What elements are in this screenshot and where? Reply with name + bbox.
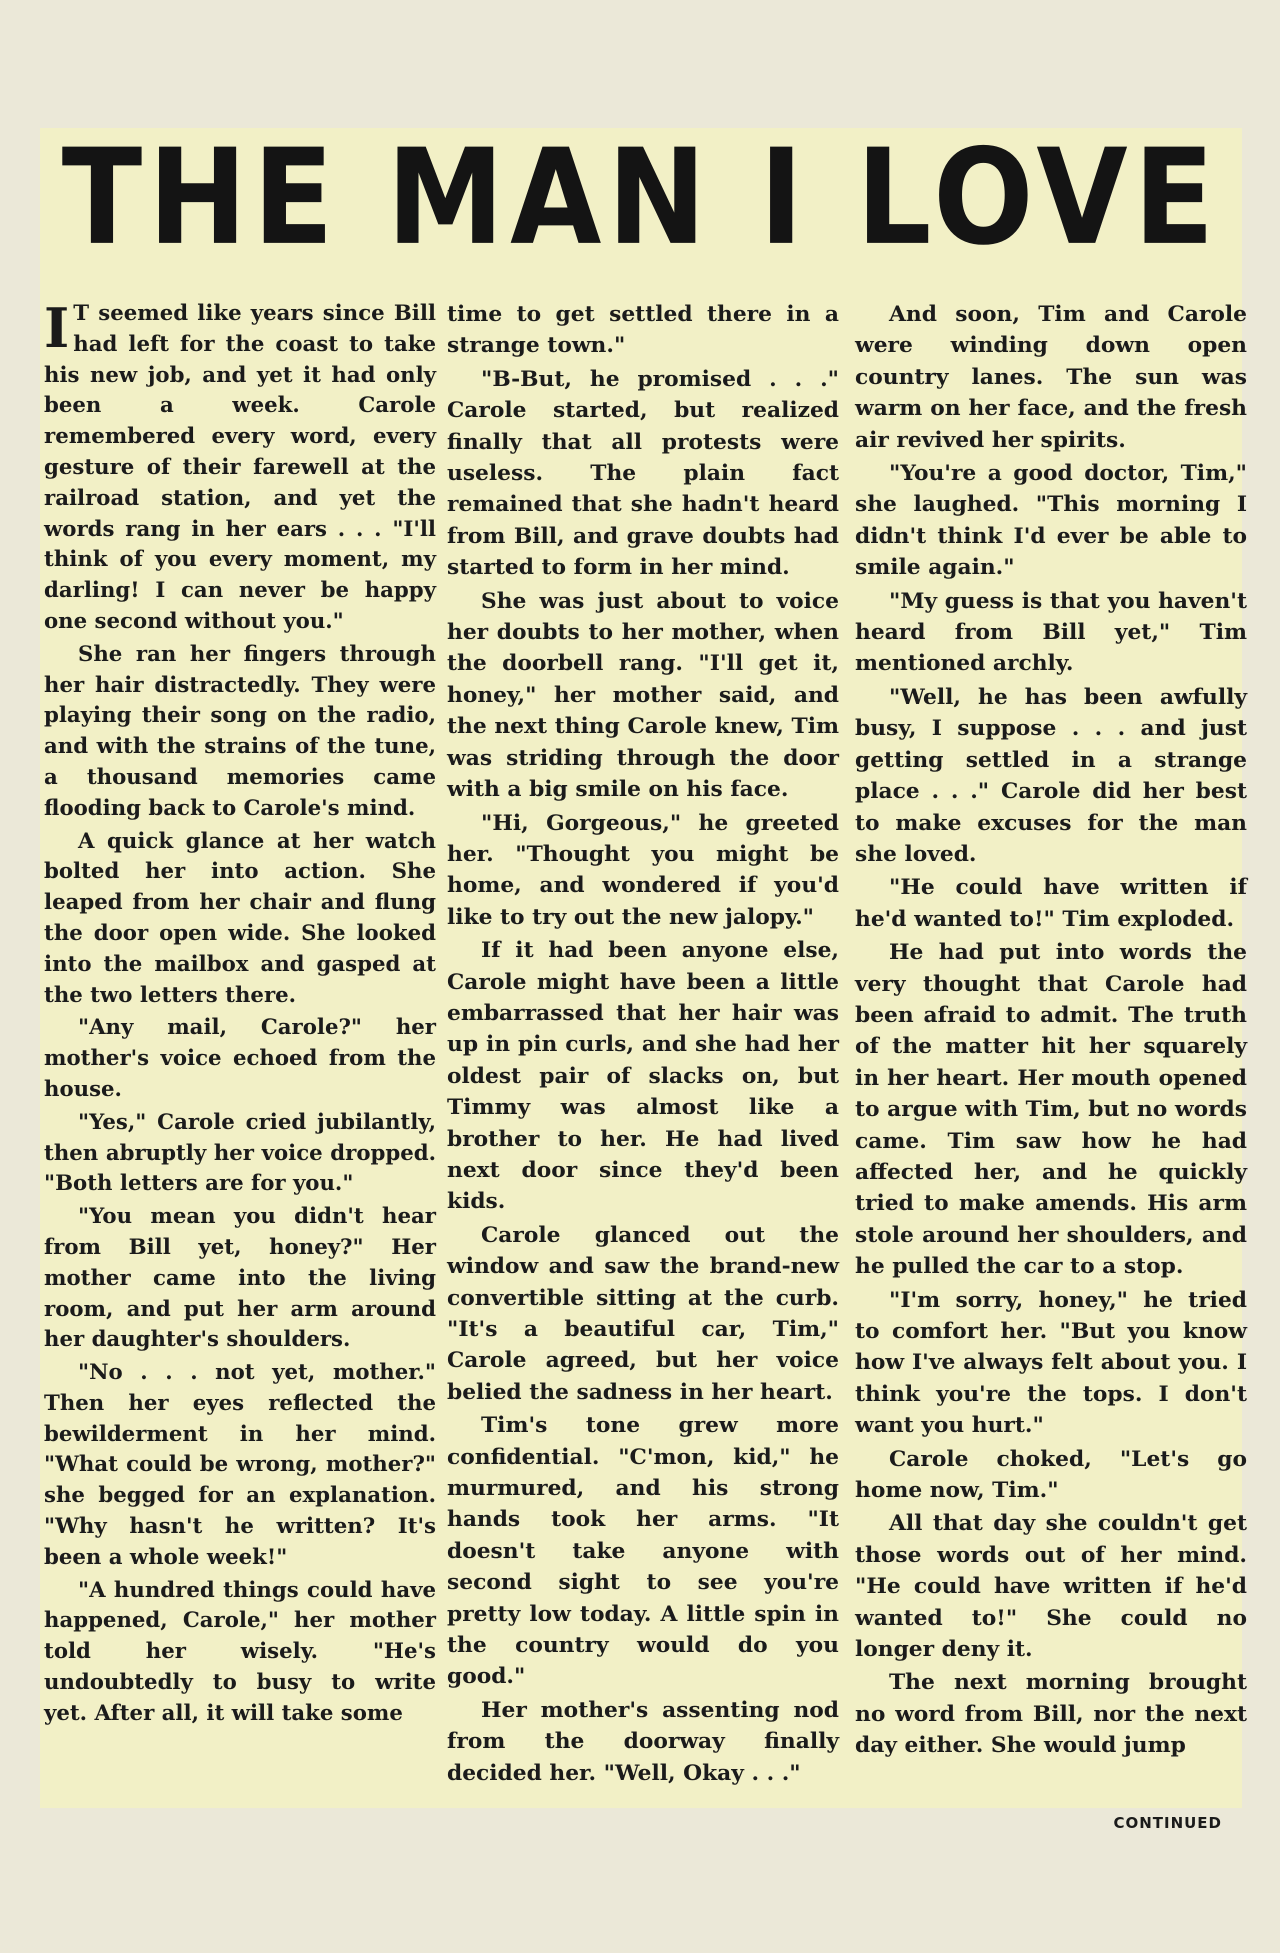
paragraph: Carole choked, "Let's go home now, Tim." (855, 1446, 1247, 1504)
paragraph-text: T seemed like years since Bill had left for the coast to take his new job, and yet it had only been a week. Carole remembered every word, every gesture of their farewell at the railroad station, and yet the words rang in her ears . . . "I'll think of you every moment, my darling! I can never be happy one second without you." (44, 301, 436, 634)
paragraph: "B-But, he promised . . ." Carole started, but realized finally that all protests were useless. The plain fact remained that she hadn't heard from Bill, and grave doubts had started to form in her mind. (447, 366, 839, 581)
paragraph: He had put into words the very thought that Carole had been afraid to admit. The truth of the matter hit her squarely in her heart. Her mouth opened to argue with Tim, but no words came. Tim saw how he had affected her, and he quickly tried to make amends. His arm stole around her shoulders, and he pulled the car to a stop. (855, 940, 1247, 1280)
paragraph: "You're a good doctor, Tim," she laughed. "This morning I didn't think I'd ever be able to smile again." (855, 461, 1247, 581)
text-column-1 (44, 296, 436, 1730)
paragraph: "Hi, Gorgeous," he greeted her. "Thought you might be home, and wondered if you'd like to try out the new jalopy." (447, 810, 839, 930)
paragraph: A quick glance at her watch bolted her into action. She leaped from her chair and flung the door open wide. She looked into the mailbox and gasped at the two letters there. (44, 828, 436, 1008)
paragraph: Carole glanced out the window and saw the brand-new convertible sitting at the curb. "It's a beautiful car, Tim," Carole agreed, but her voice belied the sadness in her heart. (447, 1222, 839, 1405)
paragraph: "Any mail, Carole?" her mother's voice echoed from the house. (44, 1015, 436, 1102)
paragraph: She ran her fingers through her hair distractedly. They were playing their song on the radio, and with the strains of the tune, a thousand memories came flooding back to Carole's mind. (44, 641, 436, 821)
paragraph: "My guess is that you haven't heard from Bill yet," Tim mentioned archly. (855, 588, 1247, 677)
paragraph: Her mother's assenting nod from the doorway finally decided her. "Well, Okay . . ." (447, 1697, 839, 1786)
text-column-2 (447, 299, 839, 1789)
story-title: THE MAN I LOVE (61, 119, 1221, 275)
paragraph: If it had been anyone else, Carole might have been a little embarrassed that her hair was up in pin curls, and she had her oldest pair of slacks on, but Timmy was almost like a brother to her. He had lived next door since they'd been kids. (447, 938, 839, 1215)
paragraph: "You mean you didn't hear from Bill yet, honey?" Her mother came into the living room, and put her arm around her daughter's shoulders. (44, 1204, 436, 1353)
paragraph: time to get settled there in a strange town." (447, 302, 839, 359)
paragraph: Tim's tone grew more confidential. "C'mon, kid," he murmured, and his strong hands took her arms. "It doesn't take anyone with second sight to see you're pretty low today. A little spin in the country would do you good." (447, 1413, 839, 1690)
paragraph: All that day she couldn't get those words out of her mind. "He could have written if he'd wanted to!" She could no longer deny it. (855, 1511, 1247, 1663)
paragraph: And soon, Tim and Carole were winding down open country lanes. The sun was warm on her face, and the fresh air revived her spirits. (855, 302, 1247, 453)
paragraph: "A hundred things could have happened, Carole," her mother told her wisely. "He's undoubtedly to busy to write yet. After all, it will take some (44, 1577, 436, 1726)
paragraph: The next morning brought no word from Bill, nor the next day either. She would jump (855, 1670, 1247, 1759)
paragraph (44, 296, 436, 638)
paragraph: "He could have written if he'd wanted to!" Tim exploded. (855, 875, 1247, 932)
text-column-3 (855, 299, 1247, 1762)
paragraph: She was just about to voice her doubts to her mother, when the doorbell rang. "I'll get it, honey," her mother said, and the next thing Carole knew, Tim was striding through the door with a big smile on his face. (447, 588, 839, 803)
continued-label: CONTINUED (1113, 1814, 1222, 1832)
paragraph: "Well, he has been awfully busy, I suppose . . . and just getting settled in a strange place . . ." Carole did her best to make excuses for the man she loved. (855, 684, 1247, 867)
paragraph: "No . . . not yet, mother." Then her eyes reflected the bewilderment in her mind. "What could be wrong, mother?" she begged for an explanation. "Why hasn't he written? It's been a whole week!" (44, 1360, 436, 1570)
paragraph: "Yes," Carole cried jubilantly, then abruptly her voice dropped. "Both letters are for you." (44, 1109, 436, 1197)
paragraph: "I'm sorry, honey," he tried to comfort her. "But you know how I've always felt about you. I think you're the tops. I don't want you hurt." (855, 1287, 1247, 1439)
drop-cap: I (44, 296, 70, 360)
